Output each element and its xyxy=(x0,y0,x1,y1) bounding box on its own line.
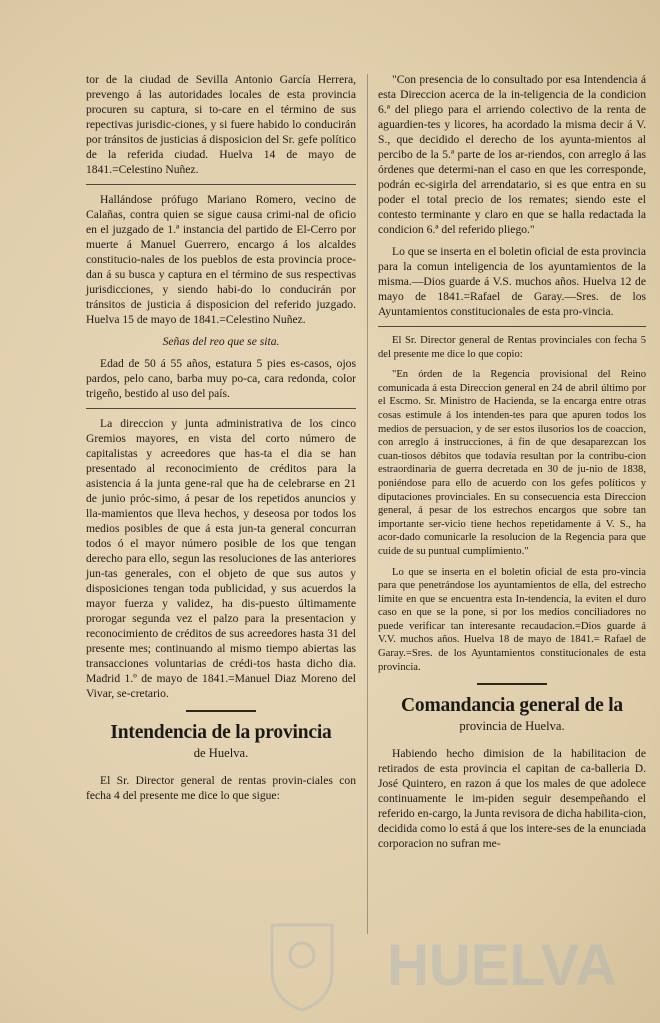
fugitive-description-paragraph: Edad de 50 á 55 años, estatura 5 pies es-casos, ojos pardos, pelo cano, barba muy po-ca, cara redonda, color trigeño, bestido al uso del país. xyxy=(86,357,356,400)
column-divider xyxy=(367,74,368,934)
director-intro-paragraph: El Sr. Director general de rentas provin-ciales con fecha 4 del presente me dice lo que sigue: xyxy=(86,774,356,802)
gremios-notice-paragraph: La direccion y junta administrativa de los cinco Gremios mayores, en vista del corto número de capitalistas y acreedores que has-ta el dia se han presentado al reconocimiento de créditos para la asistencia á la junta gene-ral que ha de celebrarse en 21 de junio próc-simo, á pesar de los repetidos anuncios y lla-mamientos que lleva hechos, y deseosa por todos los medios posibles de que á esta jun-ta general concurran todos ó el mayor número posible de los que tengan derecho para ello, segun las resoluciones de las anteriores jun-tas generales, con el objeto de que sus autos y disposiciones tengan toda publicidad, y sus acuerdos la mayor fuerza y validez, ha dis-puesto últimamente prorogar segunda vez el palzo para la presentacion y reconocimiento de créditos de sus acreedores hasta 31 del presente mes; continuando al mismo tiempo abiertas las transacciones voluntarias de crédi-tos hasta dicho dia. Madrid 1.º de mayo de 1841.=Manuel Diaz Moreno del Vivar, se-cretario. xyxy=(86,417,356,700)
separator-rule xyxy=(86,184,356,185)
separator-rule xyxy=(86,408,356,409)
notice-sevilla-paragraph: tor de la ciudad de Sevilla Antonio García Herrera, prevengo á las autoridades locales de esta provincia procuren su captura, si to-care en el término de sus repectivas jurisdic-ciones, y si fuere habido lo conducirán por tránsitos de justicias á disposicion del Sr. gefe político de la referida ciudad. Huelva 14 de mayo de 1841.=Celestino Nuñez. xyxy=(86,73,356,176)
director-rentas-intro: El Sr. Director general de Rentas provinciales con fecha 5 del presente me dice lo que copio: xyxy=(378,335,646,360)
right-column xyxy=(378,72,646,858)
watermark-text: HUELVA xyxy=(387,933,617,998)
senas-heading: Señas del reo que se sita. xyxy=(162,335,280,348)
short-separator xyxy=(186,710,256,712)
notice-fugitive-paragraph: Hallándose prófugo Mariano Romero, vecino de Calañas, contra quien se sigue causa crimi-nal de oficio en el juzgado de 1.ª instancia del partido de El-Cerro por muerte á Manuel Guerrero, encargo á los alcaldes constitucio-nales de los pueblos de esta provincia proce-dan á su busca y captura en el término de sus respectivas jurisdicciones, y siendo habi-do lo conducirán por tránsitos de justicia á disposicion del referido juzgado. Huelva 15 de mayo de 1841.=Celestino Nuñez. xyxy=(86,193,356,326)
comandancia-subheading: provincia de Huelva. xyxy=(459,719,565,734)
habilitacion-paragraph: Habiendo hecho dimision de la habilitacion de retirados de esta provincia el capitan de ca-balleria D. José Quintero, en razon á que los males de que adolece continuamente le im-piden seguir desempeñando el referido en-cargo, la Junta revisora de dicha habilita-cion, decidida como lo está á que los intere-ses de la enunciada corporacion no sufran me- xyxy=(378,747,646,851)
recaudacion-notice-paragraph: Lo que se inserta en el boletin oficial de esta pro-vincia para que penetrándose los ayuntamientos de ella, del estrecho límite en que se encuentra esta In-tendencia, la eviten el duro caso en que se la pone, si por los medios conciliadores no puede verificar tan interesante recaudacion.=Dios guarde á V.V. muchos años. Huelva 18 de mayo de 1841.= Rafael de Garay.=Sres. de los Ayuntamientos constitucionales de esta provincia. xyxy=(378,566,646,673)
huelva-watermark xyxy=(262,915,652,1015)
consultation-quote-paragraph: "Con presencia de lo consultado por esa Intendencia á esta Direccion acerca de la in-teligencia de la condicion 6.ª del pliego para el arriendo colectivo de la renta de aguardien-tes y licores, ha acordado la misma decir á V. S., que decidido el derecho de los ayunta-mientos al percibo de la 5.ª parte de los ar-riendos, con arreglo á las órdenes que determi-nan el caso en que les corresponde, podrán ec-sigirla del arrendatario, si es que entra en su poder el total precio de los remates; siendo este el contesto terminante y claro en que se halla redactada la condicion 6.ª del referido pliego." xyxy=(378,73,646,236)
comandancia-heading: Comandancia general de la xyxy=(401,695,623,717)
left-column xyxy=(86,72,356,810)
intendencia-heading: Intendencia de la provincia xyxy=(110,722,332,743)
regencia-order-quote: "En órden de la Regencia provisional del Reino comunicada á esta Direccion general en 24 de abril último por el Escmo. Sr. Ministro de Hacienda, se la encarga entre otras cosas estimule á los intenden-tes para que apuren todos los medios de persuacion, y de ser estos ilusorios los de coaccion, con arreglo á instrucciones, á fin de que desaparezcan los cuan-tiosos débitos que todavía resultan por la contribu-cion estraordinaria de guerra decretada en 30 de ju-nio de 1838, poniéndose para ello de acuerdo con los gefes políticos y diputaciones provinciales. En su consecuencia esta Direccion general, á pesar de los estrechos encargos que sobre tan importante ser-vicio tiene hechos repetidamente á V. S., ha acor-dado comunicarle la resolucion de la Regencia para que cuide de su puntual cumplimiento." xyxy=(378,369,646,557)
garay-notice-paragraph: Lo que se inserta en el boletin oficial de esta provincia para la comun inteligencia de los ayuntamientos de la misma.—Dios guarde á V.S. muchos años. Huelva 12 de mayo de 1841.=Rafael de Garay.—Sres. de los Ayuntamientos constitucionales de esta pro-vincia. xyxy=(378,245,646,318)
separator-rule xyxy=(378,326,646,327)
short-separator xyxy=(477,683,547,685)
intendencia-subheading: de Huelva. xyxy=(193,746,249,760)
